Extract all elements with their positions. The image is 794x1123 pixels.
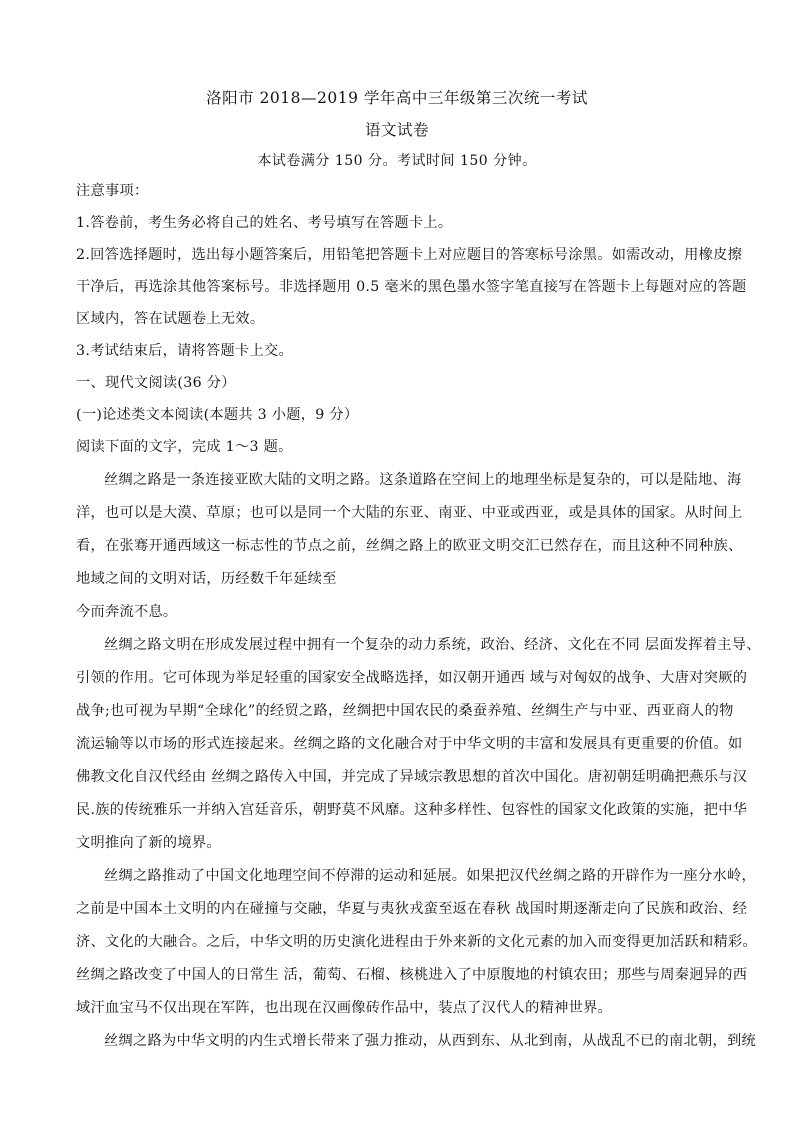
exam-title: 洛阳市 2018—2019 学年高中三年级第三次统一考试: [206, 89, 588, 107]
passage-p3-line-2: 之前是中国本土文明的内在碰撞与交融，华夏与夷狄戎蛮至返在春秋 战国时期逐渐走向了民族和政治、经: [76, 901, 748, 917]
passage-p4-line-1: 丝绸之路为中华文明的内生式增长带来了强力推动，从西到东、从北到南，从战乱不已的南北朝，到统: [104, 1033, 756, 1049]
passage-p2-line-7: 文明推向了新的境界。: [76, 835, 221, 851]
passage-p2-line-1: 丝绸之路文明在形成发展过程中拥有一个复杂的动力系统，政治、经济、文化在不同 层面发挥着主导、: [104, 637, 761, 653]
passage-p2-line-3: 战争;也可视为早期“全球化”的经贸之路，丝绸把中国农民的桑蚕养殖、丝绸生产与中亚、西亚商人的物: [76, 703, 734, 719]
note-item-1: 1.答卷前，考生务必将自己的姓名、考号填写在答题卡上。: [76, 215, 453, 231]
passage-p2-line-5: 佛教文化自汉代经由 丝绸之路传入中国，并完成了异域宗教思想的首次中国化。唐初朝廷明确把燕乐与汉: [76, 769, 748, 785]
subject-title: 语文试卷: [364, 121, 429, 139]
passage-p1-line-4: 地域之间的文明对话，历经数千年延续至: [76, 571, 337, 587]
passage-p1-line-1: 丝绸之路是一条连接亚欧大陆的文明之路。这条道路在空间上的地理坐标是复杂的，可以是陆地、海: [104, 472, 742, 488]
exam-info: 本试卷满分 150 分。考试时间 150 分钟。: [257, 153, 537, 169]
passage-p1-line-2: 洋，也可以是大漠、草原；也可以是同一个大陆的东亚、南亚、中亚或西亚，或是具体的国家。从时间上: [76, 505, 743, 521]
passage-p2-line-4: 流运输等以市场的形式连接起来。丝绸之路的文化融合对于中华文明的丰富和发展具有更重要的价值。如: [76, 736, 743, 752]
passage-p2-line-6: 民.族的传统雅乐一并纳入宫廷音乐，朝野莫不风靡。这种多样性、包容性的国家文化政策的实施，把中华: [76, 802, 748, 818]
passage-p1-line-3: 看，在张骞开通西域这一标志性的节点之前，丝绸之路上的欧亚文明交汇已然存在，而且这种不同种族、: [76, 538, 743, 554]
note-item-2-line-3: 区域内，答在试题卷上无效。: [76, 311, 265, 327]
passage-p3-line-1: 丝绸之路推动了中国文化地理空间不停滞的运动和延展。如果把汉代丝绸之路的开辟作为一座分水岭，: [104, 868, 756, 884]
passage-p3-line-3: 济、文化的大融合。之后，中华文明的历史演化进程由于外来新的文化元素的加入而变得更加活跃和精彩。: [76, 934, 757, 950]
passage-p1-line-5: 今而奔流不息。: [76, 604, 178, 620]
passage-p2-line-2: 引领的作用。它可体现为举足轻重的国家安全战略选择，如汉朝开通西 域与对匈奴的战争、大唐对突厥的: [76, 670, 748, 686]
subsection-heading: (一)论述类文本阅读(本题共 3 小题，9 分）: [76, 407, 359, 423]
passage-p3-line-4: 丝绸之路改变了中国人的日常生 活，葡萄、石榴、核桃进入了中原腹地的村镇农田；那些与周秦迥异的西: [76, 967, 748, 983]
note-item-3: 3.考试结束后，请将答题卡上交。: [76, 343, 293, 359]
notes-heading: 注意事项：: [76, 183, 149, 199]
section-heading: 一、现代文阅读(36 分）: [76, 375, 236, 391]
note-item-2-line-1: 2.回答选择题时，选出每小题答案后，用铅笔把答题卡上对应题目的答寒标号涂黑。如需改动，用橡皮擦: [76, 247, 743, 263]
passage-p3-line-5: 域汗血宝马不仅出现在军阵，也出现在汉画像砖作品中，装点了汉代人的精神世界。: [76, 1000, 613, 1016]
reading-instruction: 阅读下面的文字，完成 1～3 题。: [76, 439, 293, 455]
note-item-2-line-2: 干净后，再选涂其他答案标号。非选择题用 0.5 毫米的黑色墨水签字笔直接写在答题卡上每题对应的答题: [76, 279, 747, 295]
